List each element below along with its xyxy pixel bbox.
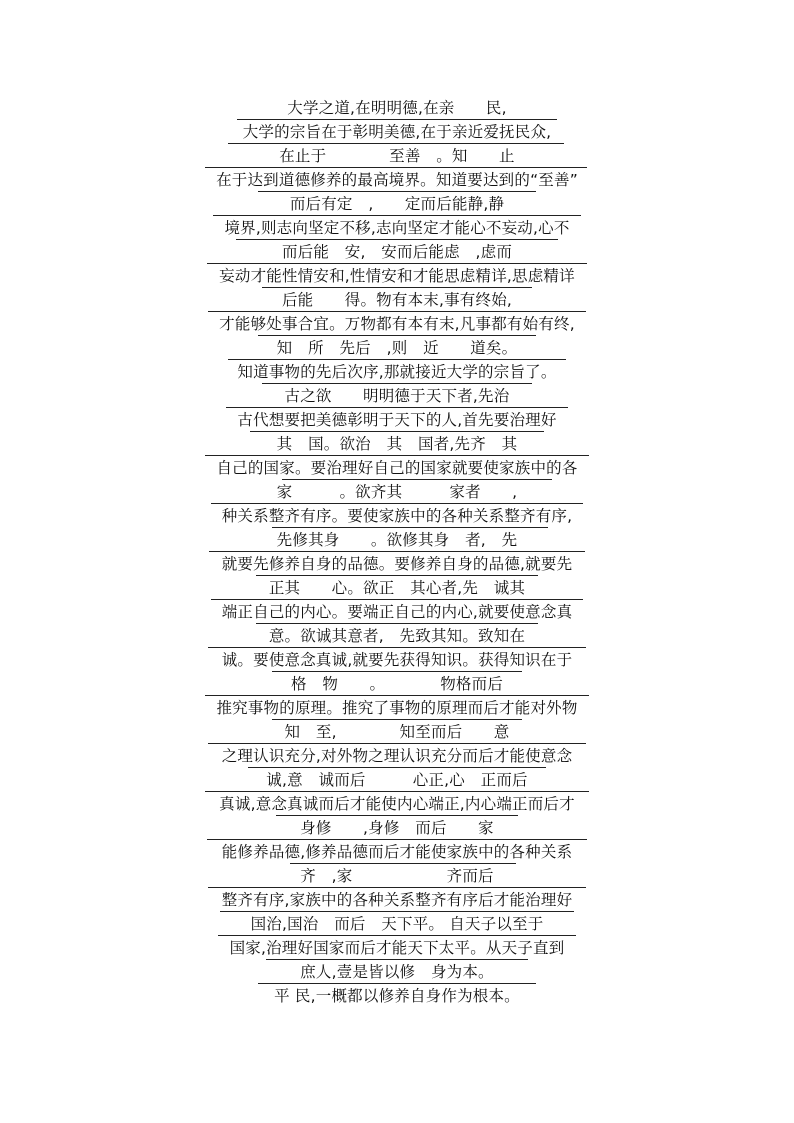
line-text: 诚,意 诚而后 心正,心 正而后 — [266, 771, 528, 789]
line-text: 身修 ,身修 而后 家 — [300, 819, 494, 837]
line-11 — [0, 360, 794, 384]
line-25 — [0, 696, 794, 720]
line-text: 自己的国家。要治理好自己的国家就要使家族中的各 — [216, 459, 578, 477]
line-text: 诚。要使意念真诚,就要先获得知识。获得知识在于 — [221, 651, 573, 669]
line-text: 种关系整齐有序。要使家族中的各种关系整齐有序, — [221, 507, 573, 525]
line-36 — [0, 960, 794, 984]
line-text: 大学之道,在明明德,在亲 民, — [287, 99, 507, 117]
line-text: 知道事物的先后次序,那就接近大学的宗旨了。 — [237, 363, 557, 381]
line-text: 平 民,一概都以修养自身作为根本。 — [274, 987, 520, 1005]
line-text: 先修其身 。欲修其身 者, 先 — [276, 531, 518, 549]
line-text: 就要先修养自身的品德。要修养自身的品德,就要先 — [221, 555, 573, 573]
line-8 — [0, 288, 794, 312]
line-text: 推究事物的原理。推究了事物的原理而后才能对外物 — [216, 699, 578, 717]
line-text: 才能够处事合宜。万物都有本有末,凡事都有始有终, — [219, 315, 575, 333]
line-text: 国家,治理好国家而后才能天下太平。从天子直到 — [229, 939, 565, 957]
line-text: 在于达到道德修养的最高境界。知道要达到的“至善” — [216, 171, 578, 189]
line-12 — [0, 384, 794, 408]
line-23 — [0, 648, 794, 672]
line-31 — [0, 840, 794, 864]
line-text: 古代想要把美德彰明于天下的人,首先要治理好 — [237, 411, 557, 429]
line-18 — [0, 528, 794, 552]
line-text: 大学的宗旨在于彰明美德,在于亲近爱抚民众, — [242, 123, 552, 141]
line-text: 真诚,意念真诚而后才能使内心端正,内心端正而后才 — [219, 795, 575, 813]
line-37 — [0, 984, 794, 1008]
document-page — [0, 96, 794, 1008]
line-3 — [0, 168, 794, 192]
line-6 — [0, 240, 794, 264]
line-28 — [0, 768, 794, 792]
line-7 — [0, 264, 794, 288]
line-text: 而后有定 , 定而后能静,静 — [289, 195, 505, 213]
line-16 — [0, 480, 794, 504]
line-26 — [0, 720, 794, 744]
line-9 — [0, 312, 794, 336]
line-text: 之理认识充分,对外物之理认识充分而后才能使意念 — [221, 747, 573, 765]
line-34 — [0, 912, 794, 936]
line-10 — [0, 336, 794, 360]
line-text: 知 至, 知至而后 意 — [284, 723, 510, 741]
line-22 — [0, 624, 794, 648]
line-text: 格 物 。 物格而后 — [290, 675, 504, 693]
line-text: 意。欲诚其意者, 先致其知。致知在 — [268, 627, 526, 645]
line-text: 知 所 先后 ,则 近 道矣。 — [276, 339, 518, 357]
line-text: 庶人,壹是皆以修 身为本。 — [300, 963, 494, 981]
line-text: 正其 心。欲正 其心者,先 诚其 — [268, 579, 526, 597]
line-text: 能修养品德,修养品德而后才能使家族中的各种关系 — [221, 843, 573, 861]
line-19 — [0, 552, 794, 576]
line-35 — [0, 936, 794, 960]
line-0 — [0, 96, 794, 120]
line-33 — [0, 888, 794, 912]
line-13 — [0, 408, 794, 432]
line-30 — [0, 816, 794, 840]
line-15 — [0, 456, 794, 480]
line-2 — [0, 144, 794, 168]
line-text: 在止于 至善 。知 止 — [279, 147, 515, 165]
line-20 — [0, 576, 794, 600]
line-29 — [0, 792, 794, 816]
line-text: 而后能 安, 安而后能虑 ,虑而 — [281, 243, 513, 261]
line-text: 其 国。欲治 其 国者,先齐 其 — [276, 435, 518, 453]
line-text: 齐 ,家 齐而后 — [300, 867, 494, 885]
line-text: 妄动才能性情安和,性情安和才能思虑精详,思虑精详 — [219, 267, 575, 285]
line-21 — [0, 600, 794, 624]
line-32 — [0, 864, 794, 888]
line-14 — [0, 432, 794, 456]
line-text: 古之欲 明明德于天下者,先治 — [284, 387, 510, 405]
line-text: 后能 得。物有本末,事有终始, — [281, 291, 513, 309]
line-24 — [0, 672, 794, 696]
line-text: 国治,国治 而后 天下平。 自天子以至于 — [250, 915, 544, 933]
line-4 — [0, 192, 794, 216]
line-17 — [0, 504, 794, 528]
line-5 — [0, 216, 794, 240]
line-text: 端正自己的内心。要端正自己的内心,就要使意念真 — [221, 603, 573, 621]
line-text: 整齐有序,家族中的各种关系整齐有序后才能治理好 — [221, 891, 573, 909]
line-text: 家 。欲齐其 家者 , — [276, 483, 518, 501]
line-1 — [0, 120, 794, 144]
line-27 — [0, 744, 794, 768]
line-text: 境界,则志向坚定不移,志向坚定才能心不妄动,心不 — [224, 219, 570, 237]
